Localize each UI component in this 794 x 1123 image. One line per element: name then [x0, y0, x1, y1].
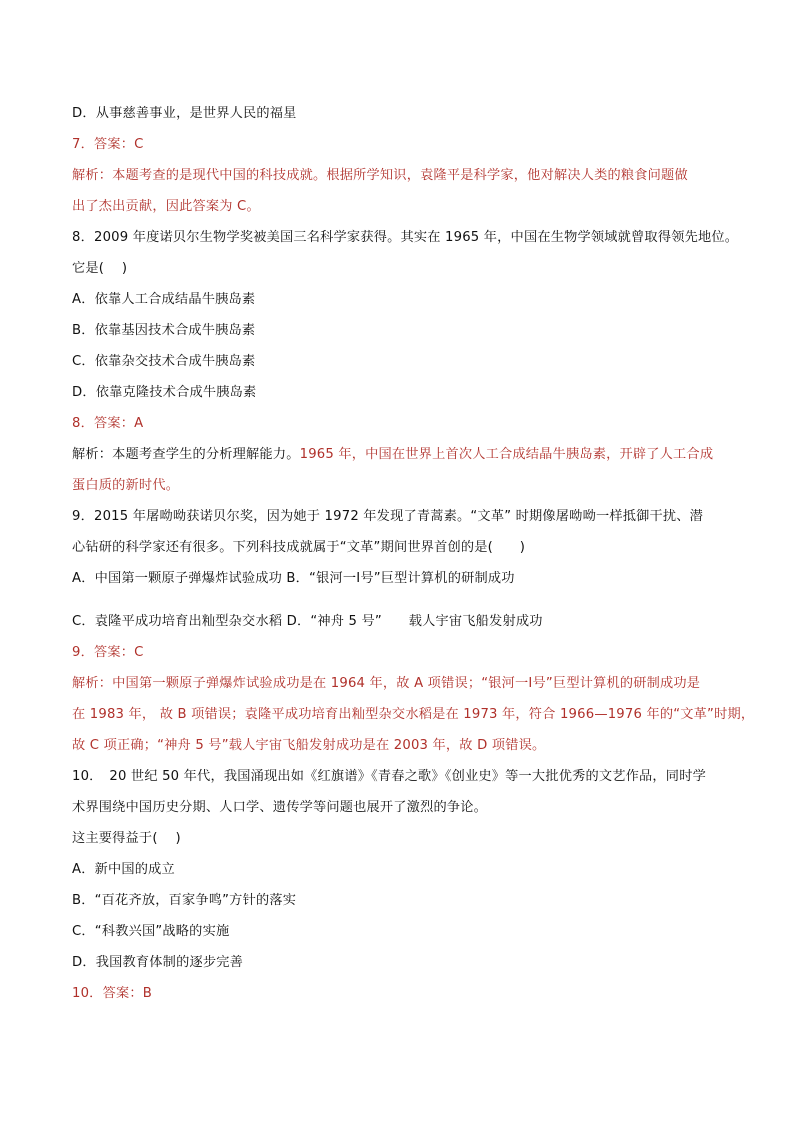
question-8-line-1: 8．2009 年度诺贝尔生物学奖被美国三名科学家获得。其实在 1965 年，中国在生物学领域就曾取得领先地位。: [72, 230, 739, 245]
explanation-9-line-2: 在 1983 年， 故 B 项错误；袁隆平成功培育出籼型杂交水稻是在 1973 年，符合 1966—1976 年的“文革”时期，: [72, 707, 755, 722]
explanation-8-text-red: 1965 年，中国在世界上首次人工合成结晶牛胰岛素，开辟了人工合成: [299, 447, 714, 462]
question-8-option-c: C．依靠杂交技术合成牛胰岛素: [72, 354, 256, 369]
explanation-label: 解析：: [72, 168, 113, 183]
explanation-7-text: 本题考查的是现代中国的科技成就。根据所学知识，袁隆平是科学家，他对解决人类的粮食问题做: [112, 168, 688, 183]
question-10-line-3: 这主要得益于( ): [72, 831, 181, 846]
question-9-line-2: 心钻研的科学家还有很多。下列科技成就属于“文革”期间世界首创的是( ): [72, 540, 526, 555]
answer-7: 7．答案：C: [72, 137, 144, 152]
question-6-option-d: D．从事慈善事业，是世界人民的福星: [72, 106, 297, 121]
explanation-label: 解析：: [72, 447, 113, 462]
question-10-option-d: D．我国教育体制的逐步完善: [72, 955, 244, 970]
explanation-9-line-1: [72, 668, 728, 699]
document-page: [72, 98, 755, 1009]
answer-10: 10．答案：B: [72, 986, 152, 1001]
question-8-option-a: A．依靠人工合成结晶牛胰岛素: [72, 292, 256, 307]
explanation-8-text-black: 本题考查学生的分析理解能力。: [112, 447, 300, 462]
explanation-9-text: 中国第一颗原子弹爆炸试验成功是在 1964 年，故 A 项错误；“银河一Ⅰ号”巨型计算机的研制成功是: [112, 676, 701, 691]
explanation-7-line-1: [72, 160, 728, 191]
question-10-option-c: C．“科教兴国”战略的实施: [72, 924, 230, 939]
question-10-option-a: A．新中国的成立: [72, 862, 175, 877]
explanation-9-line-3: 故 C 项正确；“神舟 5 号”载人宇宙飞船发射成功是在 2003 年，故 D 项错误。: [72, 738, 546, 753]
question-10-line-1: 10． 20 世纪 50 年代，我国涌现出如《红旗谱》《青春之歌》《创业史》等一大批优秀的文艺作品，同时学: [72, 769, 706, 784]
answer-8: 8．答案：A: [72, 416, 144, 431]
explanation-label: 解析：: [72, 676, 113, 691]
question-9-line-1: 9．2015 年屠呦呦获诺贝尔奖，因为她于 1972 年发现了青蒿素。“文革” 时期像屠呦呦一样抵御干扰、潜: [72, 509, 704, 524]
question-10-option-b: B．“百花齐放，百家争鸣”方针的落实: [72, 893, 297, 908]
question-9-options-ab: A．中国第一颗原子弹爆炸试验成功 B．“银河一Ⅰ号”巨型计算机的研制成功: [72, 571, 515, 586]
explanation-8-line-2: 蛋白质的新时代。: [72, 478, 180, 493]
explanation-8-line-1: [72, 439, 728, 470]
question-9-options-cd: C．袁隆平成功培育出籼型杂交水稻 D．“神舟 5 号” 载人宇宙飞船发射成功: [72, 614, 543, 629]
answer-9: 9．答案：C: [72, 645, 144, 660]
question-10-line-2: 术界围绕中国历史分期、人口学、遗传学等问题也展开了激烈的争论。: [72, 800, 488, 815]
question-8-line-2: 它是( ): [72, 261, 128, 276]
question-8-option-b: B．依靠基因技术合成牛胰岛素: [72, 323, 256, 338]
explanation-7-line-2: 出了杰出贡献，因此答案为 C。: [72, 199, 260, 214]
question-8-option-d: D．依靠克隆技术合成牛胰岛素: [72, 385, 257, 400]
